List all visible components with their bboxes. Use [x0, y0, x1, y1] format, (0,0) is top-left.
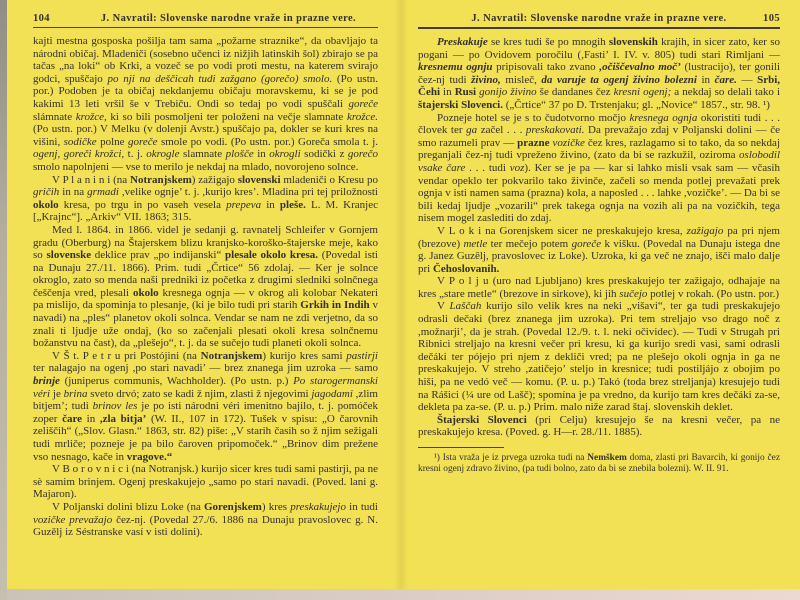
- text-run: je: [50, 387, 64, 400]
- text-run: a nekdaj so delali tako i: [671, 86, 781, 99]
- paragraph: [418, 225, 780, 275]
- text-run: sveto drvó; zato se kadi ž njim, zlasti ž njegovimi: [87, 387, 312, 400]
- left-running-title: J. Navratil: Slovenske narodne vraže in prazne vere.: [100, 13, 357, 24]
- text-run: gonijo živino: [479, 86, 537, 99]
- text-run: in: [253, 148, 270, 161]
- text-run: k višku. (Povedal na Dunaju istega dne g. Janez Guzêlj, pravoslovec iz Loke). Uzroka, ki ga več ne znajo, išči malo dalje pri: [418, 237, 781, 275]
- text-run: (juniperus communis, Wachholder). (Po ustn. p.): [59, 375, 294, 388]
- text-run: brinje: [33, 375, 60, 388]
- text-run: čare.: [714, 73, 737, 86]
- text-run: preskakujejo: [290, 500, 346, 513]
- text-run: V L o k i na Gorenjskem sicer ne preskakujejo kresa,: [437, 224, 687, 237]
- text-run: mladeniči o Kresu po: [280, 173, 378, 186]
- right-running-title: J. Navratil: Slovenske narodne vraže in prazne vere.: [471, 13, 727, 24]
- text-run: („Črtice“ 37 po D. Trstenjaku; gl. „Novice“ 1857., str. 98. ¹): [502, 98, 770, 111]
- text-run: vozičke: [552, 136, 585, 149]
- text-run: (Po ustn. por.) Podoben je ta običaj nekdanjemu običaju moravskemu, ki se je pod kakimi 13 leti vršil še v Trebiču. Ondi so tedaj po vodi spuščali: [33, 72, 379, 110]
- text-run: (Povedal isti na Dunaju 27./11. 1866). Prim. tudi „Črtice“ 56 zdolaj. — Ker je solnce okroglo, zato so menda naši predniki iz početka z drugimi sledniki solnčnega češčenja vred, plesali: [33, 249, 378, 299]
- text-run: V B o r o v n i c i (na Notranjsk.) kurijo sicer kres tudi sami pastirji, pa ne sè samim brinjem. Ogenj preskakujejo „samo po stari navadi. (Poved. lani g. Majaron).: [33, 463, 378, 501]
- text-run: Rusi: [454, 86, 477, 99]
- paragraph: [418, 414, 780, 439]
- right-header-rule: [418, 27, 780, 29]
- text-run: kurijo silo velik kres na neki „višavi“, ter ga tudi preskakujejo odrasli dečaki (brez znanega jim uzroka). Pri tem streljajo vso drago noč z ,možnarji’, da je strah. (Povedal 12./9. t. l. neki očividec). — Tudi v Strugah pri Ribnici streljajo na kresni večer pri kresu, ki ga kurijo sredi vasi, sami odrasli dečáki ter pójejo pri njem z dekliči vred; pa ne plešejo okoli ognja in ga ne preskakujejo. V streho ,zatičejo’ steljo in kresnice; tudi postiljájo z obojim po hiši, pa ne vedó več — komu. (P. u. p.) Takó (toda brez streljanja) kresujejo tudi na Rášici (¼ ure od Lašč); spomína je pa vredno, da kurijo tam kres dečáki za-se, dekleta pa za-se. (P. u. p.) Prim. malo niže zarad štaj. slovenskih deklet.: [418, 300, 780, 414]
- paragraph: [418, 300, 780, 413]
- text-run: pripisovali tako zvano: [492, 61, 600, 74]
- text-run: vragove.“: [126, 450, 173, 463]
- text-run: še dandanes čez: [536, 86, 614, 99]
- text-run: krajih, in sicer zato, ker so pogani — po Ovidovem poročilu (,Fasti’ I. IV. v. 805) tudi stari Rimljani —: [418, 36, 780, 61]
- text-run: (lustracijo), ter gonili čez-nj tudi: [418, 61, 780, 86]
- text-run: da varuje ta ogenj živino bolezni: [541, 73, 697, 86]
- text-run: zažigajo: [686, 224, 724, 237]
- left-page-number: 104: [33, 13, 50, 24]
- text-run: in: [261, 198, 280, 211]
- text-run: slovenskih: [608, 36, 658, 48]
- text-run: krožce,: [75, 110, 107, 123]
- text-run: ga: [466, 124, 478, 137]
- text-run: je po isti národni véri imenitno bajilo, t. j. pomóček zoper: [33, 400, 378, 425]
- text-run: po nji na deščicah tudi zažgano (gorečo) smolo.: [107, 72, 333, 85]
- text-run: kresnemu ognju: [418, 61, 493, 74]
- scan-bottom-edge: [7, 589, 800, 600]
- right-page-header: [418, 13, 780, 24]
- text-run: Grkih in Indih: [300, 299, 370, 312]
- text-run: potlej v rokah. (Po ustn. por.): [647, 287, 780, 300]
- left-page: [7, 0, 394, 589]
- text-run: slovenske: [46, 249, 92, 262]
- text-run: metle: [463, 237, 488, 250]
- text-run: misleč,: [500, 73, 542, 86]
- paragraph: [418, 36, 780, 112]
- text-run: V Š t. P e t r u pri Postójini (na: [52, 349, 201, 362]
- text-run: živino,: [471, 73, 501, 86]
- text-run: čez kres, razlagamo si to tako, da so nekdaj preganjali čez-nj tudi vpreženo živino, (zato da bi se razkužil, oziroma: [418, 136, 780, 162]
- text-run: ) zažigajo: [191, 173, 238, 186]
- text-run: in na: [59, 186, 88, 199]
- text-run: okolo: [33, 198, 59, 211]
- footnote-separator: [418, 447, 504, 448]
- text-run: kajti mestna gosposka pošilja tam sama „požarne straznike“, da obavljajo ta národni običaj. Mladeniči (sosebno učenci iz nižjih latinskih šol) zbirajo se pa tačas „na loki“ ob Krki, a vozeč se po vodi proti mestu, na katerem svirajo godci, spuščajo: [33, 35, 378, 85]
- text-run: ,zlim bitjem’; tudi: [33, 387, 378, 413]
- text-run: (Po ustn. por.) V Melku (v dolenji Avstr.) spuščajo pa, dokler se kuri kres na višini,: [33, 123, 378, 148]
- text-run: okrogli: [269, 148, 301, 161]
- right-text-column: [418, 36, 780, 439]
- text-run: slámnate: [33, 110, 76, 123]
- text-run: ). Ker se je pa — kar si lahko misli vsak sam — včasih vendar opeklo ter pokvarilo tako živinče, začeli so menda potlej prevažati prek ognja v isti namen sama (prazna) kola, a naposled . . . lahke ,vozičke’. — Da bi se bili kedaj ljudje „vozarili“ prek takega ognja na vozih ali pa na vozičkih, tega nisem mogel zaslediti do zdaj.: [418, 161, 780, 225]
- text-run: Da prevažajo zdaj v Poljanski dolini — če smo razumeli prav —: [418, 124, 780, 149]
- text-run: Srbi, Čehi: [418, 73, 781, 99]
- text-run: Notranjskem: [200, 349, 263, 362]
- text-run: gričih: [33, 186, 60, 199]
- text-run: V: [437, 300, 450, 313]
- left-page-header: [33, 13, 378, 24]
- right-page-number: 105: [763, 13, 780, 24]
- paragraph: [33, 501, 378, 539]
- text-run: goreče: [127, 135, 158, 148]
- text-run: Pozneje hotel se je s to čudotvorno močjo: [437, 111, 630, 124]
- text-run: krožce.: [346, 110, 378, 123]
- text-run: preskakovati.: [525, 124, 585, 137]
- footnote: [418, 453, 780, 475]
- paragraph: [418, 112, 780, 225]
- text-run: in tudi: [345, 500, 378, 513]
- text-run: slamnate: [179, 148, 226, 161]
- text-run: kresni ogenj;: [613, 86, 672, 99]
- text-run: kresnega ognja: [629, 111, 698, 124]
- text-run: ogenj,: [33, 148, 61, 161]
- text-run: ,velike ognje’ t. j. ,kurijo kres’. Mladina pri tej priložnosti: [118, 186, 378, 199]
- text-run: —: [736, 73, 758, 86]
- text-run: grmadi: [87, 186, 119, 199]
- text-run: ¹) Ista vraža je iz prvega uzroka tudi na: [434, 453, 588, 463]
- text-run: ter nalagajo na ogenj ,po stari navadi’ — brez znanega jim uzroka — samo: [33, 362, 378, 375]
- text-run: L. M. Kranjec [„Krajnc“]. „Arkiv“ VII. 1863; 315.: [33, 198, 378, 224]
- text-run: gorečo: [347, 148, 378, 161]
- text-run: prepeva: [226, 198, 262, 211]
- text-run: . . . tudi: [465, 161, 510, 174]
- text-run: ) kurijo kres sami: [262, 349, 347, 362]
- text-run: štajerski Slovenci.: [418, 98, 503, 111]
- text-run: in: [82, 412, 100, 425]
- text-run: pastirji: [346, 349, 378, 362]
- text-run: sodički z: [300, 148, 348, 161]
- text-run: in: [440, 86, 455, 99]
- text-run: V Poljanski dolini blizu Loke (na: [52, 500, 204, 513]
- text-run: kresa, po trgu in po vaseh vesela: [58, 198, 227, 211]
- text-run: plošče: [225, 148, 254, 161]
- text-run: Po starogermanski véri: [33, 375, 378, 400]
- text-run: Preskakuje: [437, 36, 488, 48]
- right-page: [402, 0, 800, 589]
- text-run: Laščah: [449, 300, 482, 313]
- text-run: V P l a n i n i (na: [52, 173, 131, 186]
- text-run: okolo: [132, 286, 159, 299]
- text-run: t. j.: [124, 148, 147, 161]
- text-run: Med l. 1864. in 1866. videl je sedanji g. ravnatelj Schleifer v Gornjem gradu (Oberburg) na Štajerskem blizu kranjsko-koroško-štajerske meje, kako so: [33, 223, 378, 262]
- text-run: brinov les: [92, 400, 138, 413]
- text-run: sučejo: [619, 287, 648, 300]
- scan-left-edge: [0, 0, 7, 600]
- text-run: pleše.: [279, 198, 306, 211]
- text-run: jagodami: [311, 387, 353, 400]
- text-run: Gorenjskem: [204, 500, 262, 513]
- left-text-column: [33, 35, 378, 539]
- text-run: čare: [62, 412, 83, 425]
- text-run: goreče: [571, 237, 602, 250]
- text-run: Štajerski Slovenci: [437, 413, 527, 426]
- text-run: sodičke: [63, 135, 97, 148]
- text-run: slovenski: [237, 173, 281, 186]
- text-run: v navadi) na „ples“ planetov okoli solnca. Vendar se nam ne zdi verjetno, da so znali ti ljudje uže ondaj, (ko so začenjali plesati okoli kresa solnčnemu božanstvu na čast), da „plešejo“, t. j. da se sučejo tudi planeti okoli solnca.: [33, 299, 379, 350]
- paragraph: [33, 35, 378, 174]
- text-run: čez-nj. (Povedal 27./6. 1886 na Dunaju pravoslovec g. N. Guzělj iz Séstranske vasí v isti dolini).: [33, 513, 378, 539]
- text-run: kresnega ognja — v okrog ali kolobar Nekateri pa mislijo, da spominja to plesanje, (ki je bilo tudi pri starih: [33, 286, 379, 312]
- paragraph: [418, 275, 780, 300]
- text-run: goreči krožci,: [63, 148, 125, 161]
- text-run: V P o l j u (uro nad Ljubljano) kres preskakujejo ter zažigajo, odhajaje na kres „stare metle“ (brezove in sirkove), ki jih: [418, 275, 780, 300]
- text-run: vozičke prevažajo: [33, 513, 113, 526]
- text-run: okoristiti tudi . . . človek ter: [418, 111, 780, 137]
- text-run: smolo napolnjeni — vse to merilo je nekdaj na mlado, novorojeno solnce.: [33, 160, 359, 173]
- text-run: voz: [509, 161, 525, 174]
- text-run: ki so bili posmoljeni ter položeni na večje slamnate: [106, 110, 347, 123]
- text-run: plesale okolo kresa.: [225, 249, 319, 262]
- text-run: doma, zlasti pri Bavarcih, ki gonijo čez kresni ogenj zdravo živino, (pa tudi bolno, zato da bi se znebila bolezni). W. II. 91.: [418, 453, 780, 474]
- text-run: ter mečejo potem: [487, 237, 572, 250]
- text-run: (W. II., 107 in 172). Tušek v spisu: „O čarovnih zeliščih“ („Slov. Glasn.“ 1863, str. 82) piše: „V starih časih so ž njim sežigali tudi mrliče; pozneje je pa bilo čaroven pripomoček.“ „Brinov dim prežene vso nesnago, kače in: [33, 412, 378, 463]
- text-run: deklice prav „po indijanski“: [91, 249, 226, 262]
- text-run: smole po vodi. (Po ustn. por.) Goreča smola t. j.: [157, 135, 378, 148]
- paragraph: [33, 224, 378, 350]
- text-run: brina: [63, 387, 88, 400]
- text-run: ) kres: [261, 500, 291, 513]
- text-run: (pri Celju) kresujejo še na kresni večer, pa ne preskakujejo kresa. (Poved. g. H—r. 28./11. 1885).: [418, 413, 780, 439]
- text-run: in: [696, 73, 715, 86]
- paragraph: [33, 463, 378, 501]
- text-run: ,zla bitja’: [99, 412, 147, 425]
- text-run: polne: [96, 135, 128, 148]
- text-run: Nemškem: [587, 453, 627, 463]
- text-run: ,očiščevalno moč’: [599, 61, 681, 74]
- paragraph: [33, 174, 378, 224]
- left-header-rule: [33, 27, 378, 28]
- text-run: začel . . .: [477, 124, 526, 137]
- text-run: Notranjskem: [130, 173, 192, 186]
- paragraph: [33, 350, 378, 463]
- text-run: pa pri njem (brezove): [418, 224, 780, 250]
- text-run: Čehoslovanih.: [432, 262, 500, 275]
- text-run: oslobodil vsake čare: [418, 149, 780, 174]
- text-run: prazne: [517, 136, 550, 149]
- text-run: goreče: [348, 97, 378, 110]
- text-run: se kres tudi še po mnogih: [487, 36, 609, 48]
- text-run: okrogle: [146, 148, 180, 161]
